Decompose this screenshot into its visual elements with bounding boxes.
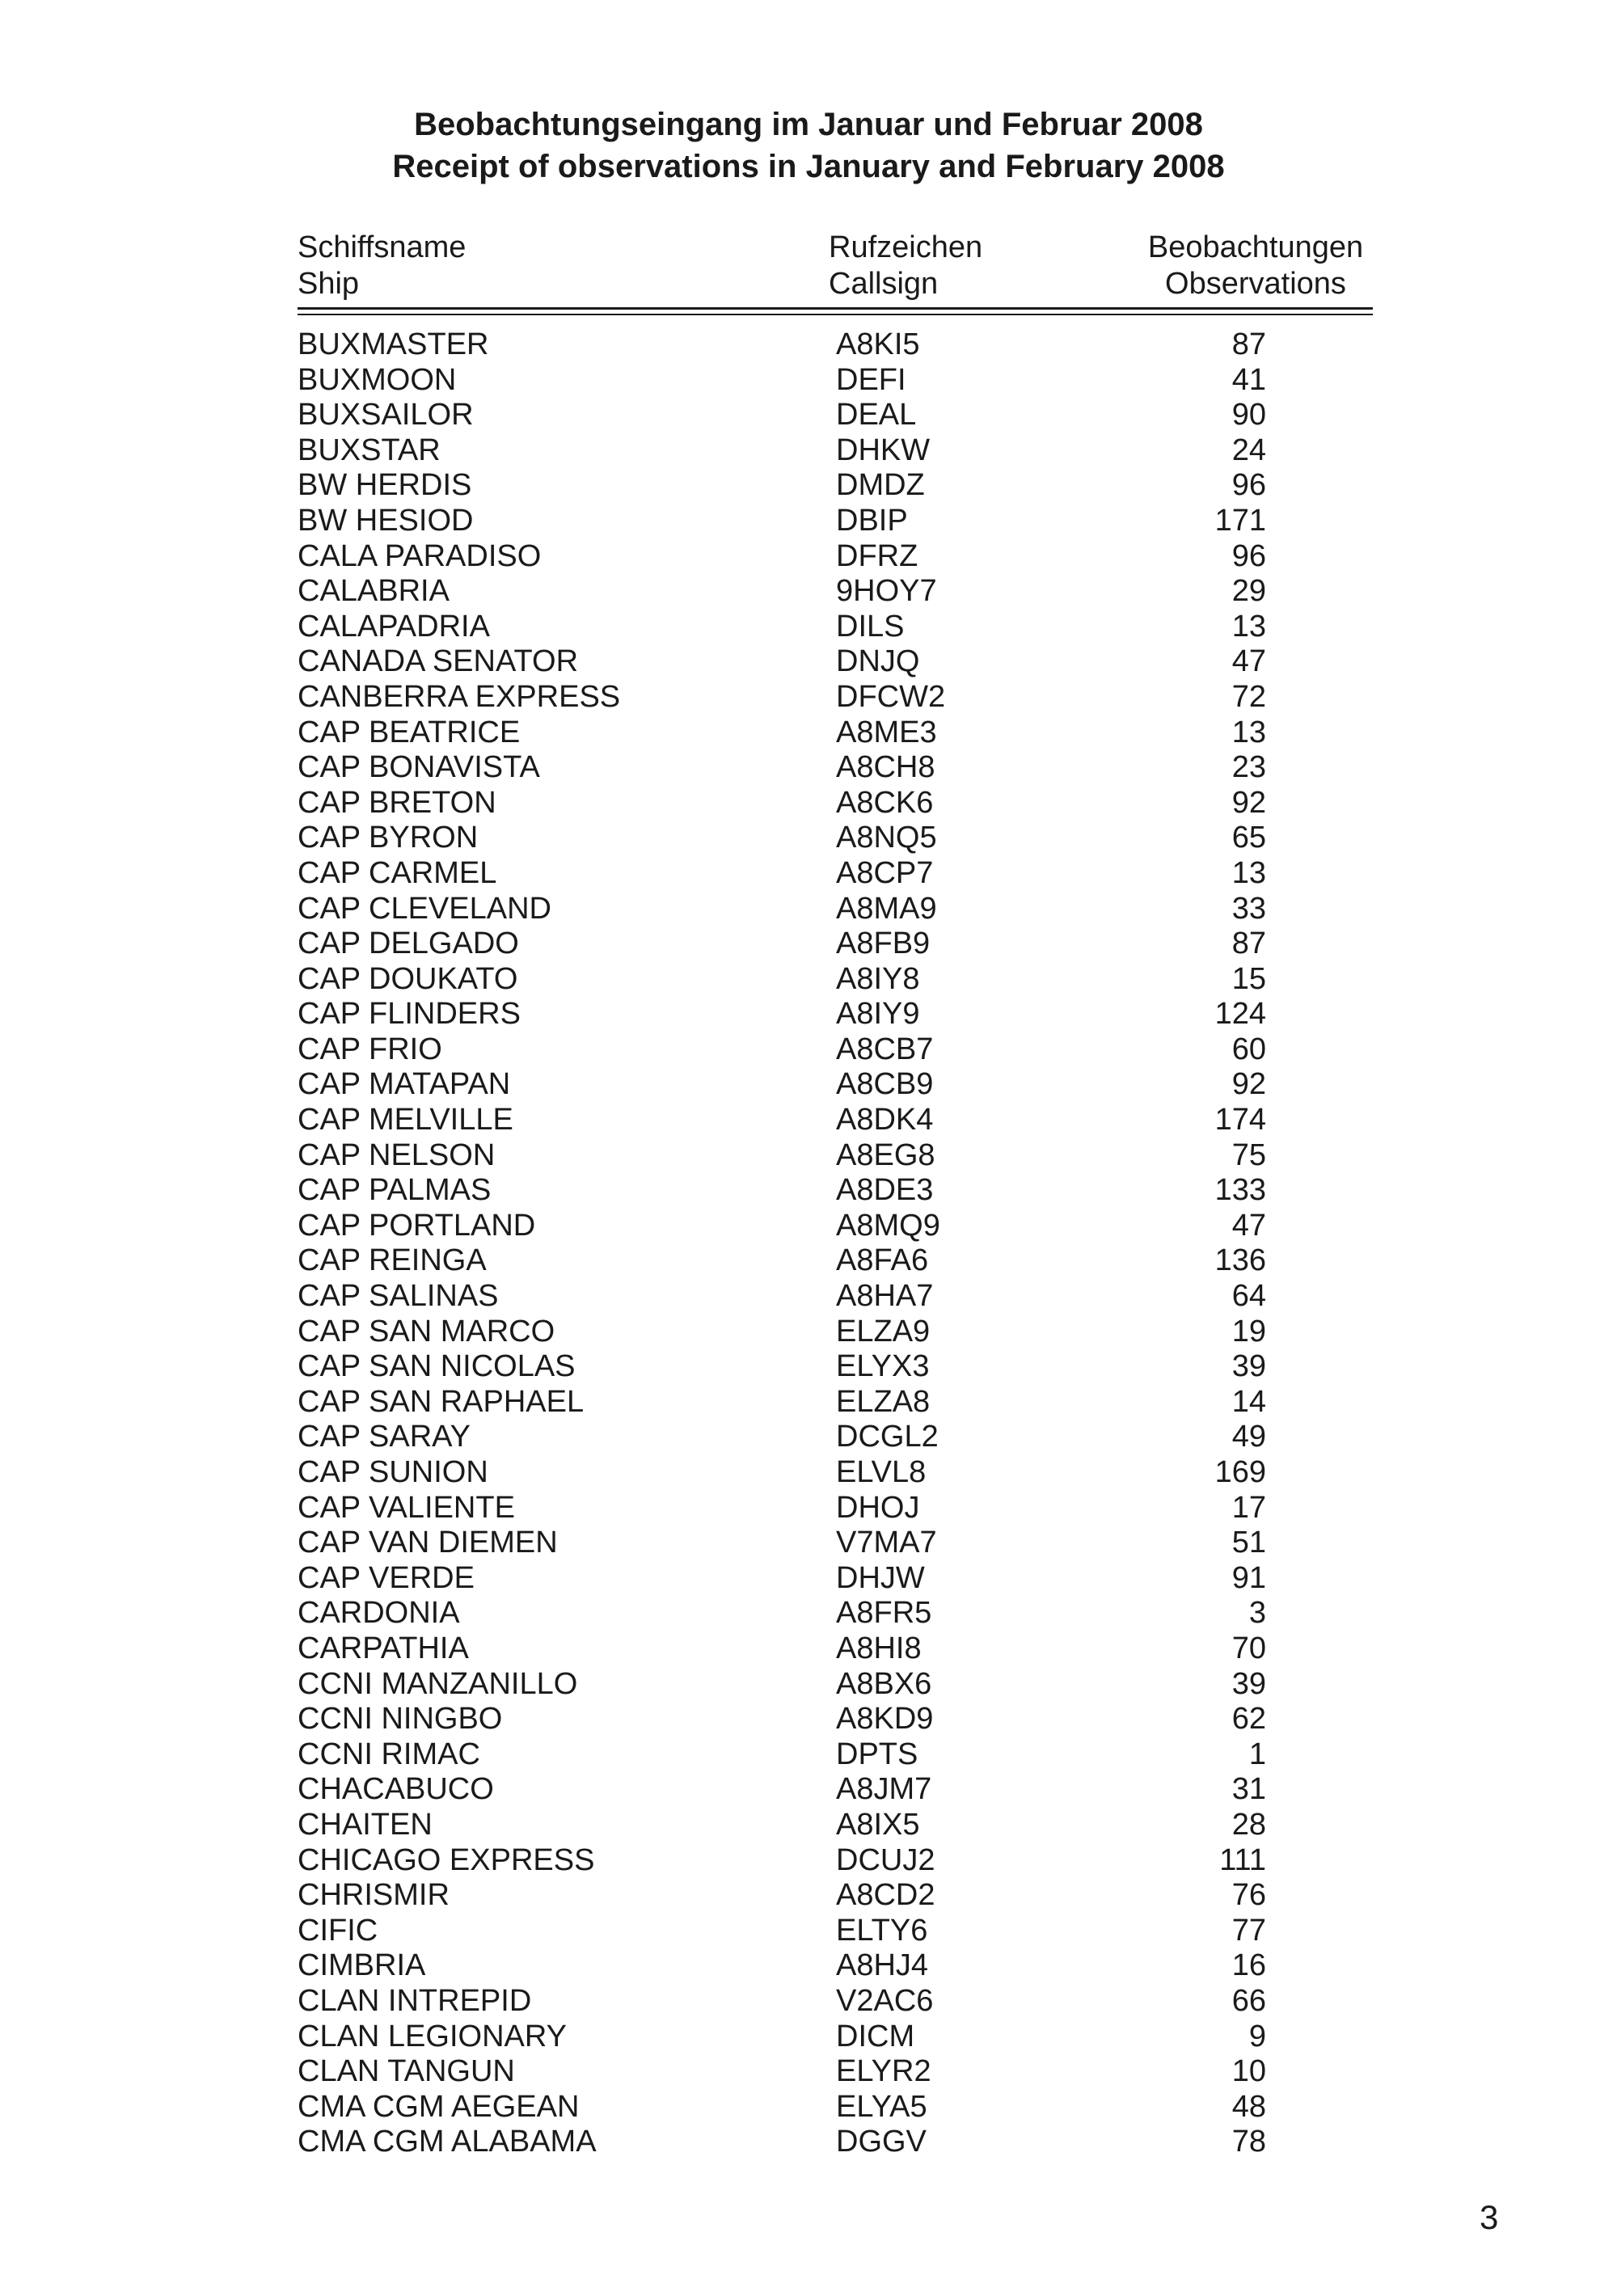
table-row (298, 2020, 1373, 2055)
callsign-cell: DFRZ (836, 538, 918, 573)
table-row (298, 1948, 1373, 1984)
table-row (298, 1491, 1373, 1526)
callsign-cell: A8BX6 (836, 1666, 932, 1701)
table-row (298, 1420, 1373, 1455)
ship-name-cell: CALAPADRIA (298, 609, 490, 644)
callsign-cell: ELZA8 (836, 1384, 931, 1419)
table-row (298, 1808, 1373, 1843)
callsign-cell: A8CB7 (836, 1032, 934, 1066)
header-divider-top (298, 307, 1373, 310)
callsign-cell: ELYX3 (836, 1349, 930, 1384)
table-row (298, 715, 1373, 751)
table-row (298, 610, 1373, 645)
table-row (298, 398, 1373, 433)
callsign-cell: A8NQ5 (836, 821, 937, 855)
callsign-cell: A8CP7 (836, 855, 934, 890)
observations-cell: 48 (1231, 2089, 1266, 2124)
ship-name-cell: CAP PORTLAND (298, 1208, 536, 1243)
table-row (298, 1526, 1373, 1561)
ship-name-cell: CAP NELSON (298, 1137, 496, 1172)
observations-cell: 17 (1231, 1490, 1266, 1525)
column-header-observations-en: Observations (1165, 267, 1346, 301)
table-row (298, 504, 1373, 539)
ship-name-cell: CAP VERDE (298, 1560, 475, 1595)
observations-cell: 70 (1231, 1631, 1266, 1665)
table-row (298, 1596, 1373, 1631)
table-row (298, 1385, 1373, 1420)
observations-cell: 19 (1231, 1314, 1266, 1348)
callsign-cell: A8EG8 (836, 1137, 935, 1172)
ship-name-cell: CAP MATAPAN (298, 1067, 511, 1102)
column-header-callsign (829, 230, 982, 302)
ship-name-cell: CCNI NINGBO (298, 1702, 503, 1737)
ship-name-cell: CAP FLINDERS (298, 997, 521, 1032)
observations-cell: 169 (1214, 1455, 1266, 1489)
table-row (298, 1984, 1373, 2020)
table-row (298, 1103, 1373, 1138)
table-row (298, 1032, 1373, 1068)
observations-cell: 39 (1231, 1349, 1266, 1384)
ship-name-cell: CAP BONAVISTA (298, 750, 540, 785)
observations-cell: 1 (1248, 1737, 1266, 1771)
callsign-cell: A8IY8 (836, 961, 920, 996)
column-header-ship (298, 230, 466, 302)
observations-cell: 13 (1231, 609, 1266, 644)
observations-cell: 14 (1231, 1384, 1266, 1419)
ship-name-cell: CAP REINGA (298, 1243, 487, 1278)
ship-name-cell: CAP MELVILLE (298, 1103, 513, 1137)
observations-cell: 174 (1214, 1103, 1266, 1137)
observations-cell: 15 (1231, 961, 1266, 996)
ship-name-cell: CLAN LEGIONARY (298, 2019, 567, 2053)
ship-name-cell: CMA CGM AEGEAN (298, 2089, 580, 2124)
column-header-callsign-en: Callsign (829, 267, 939, 301)
callsign-cell: DPTS (836, 1737, 918, 1771)
ship-name-cell: BUXMOON (298, 362, 457, 397)
ship-name-cell: CCNI MANZANILLO (298, 1666, 578, 1701)
table-row (298, 856, 1373, 892)
observations-cell: 76 (1231, 1878, 1266, 1913)
callsign-cell: DCGL2 (836, 1420, 939, 1454)
table-row (298, 1667, 1373, 1703)
callsign-cell: A8CD2 (836, 1878, 935, 1913)
observations-cell: 96 (1231, 538, 1266, 573)
table-row (298, 1315, 1373, 1350)
observations-cell: 9 (1248, 2019, 1266, 2053)
table-row (298, 1737, 1373, 1773)
table-row (298, 2125, 1373, 2160)
ship-name-cell: CHACABUCO (298, 1772, 494, 1807)
ship-name-cell: BW HERDIS (298, 468, 472, 503)
callsign-cell: A8MQ9 (836, 1208, 940, 1243)
observations-cell: 78 (1231, 2125, 1266, 2159)
observations-cell: 96 (1231, 468, 1266, 503)
callsign-cell: 9HOY7 (836, 574, 937, 609)
table-row (298, 1914, 1373, 1949)
observations-cell: 13 (1231, 855, 1266, 890)
observations-cell: 51 (1231, 1526, 1266, 1560)
observations-cell: 47 (1231, 1208, 1266, 1243)
callsign-cell: DNJQ (836, 644, 920, 679)
table-row (298, 1843, 1373, 1879)
ship-name-cell: CARPATHIA (298, 1631, 469, 1665)
observations-cell: 3 (1248, 1596, 1266, 1631)
callsign-cell: A8HI8 (836, 1631, 922, 1665)
ship-name-cell: CIMBRIA (298, 1948, 426, 1983)
page-number: 3 (1480, 2198, 1499, 2236)
observations-cell: 16 (1231, 1948, 1266, 1983)
table-row (298, 1349, 1373, 1385)
observations-cell: 66 (1231, 1983, 1266, 2018)
table-row (298, 1209, 1373, 1244)
table-row (298, 574, 1373, 610)
column-header-observations (1138, 230, 1373, 302)
table-row (298, 1702, 1373, 1737)
table-row (298, 786, 1373, 821)
ship-name-cell: CMA CGM ALABAMA (298, 2125, 597, 2159)
table-row (298, 892, 1373, 927)
callsign-cell: A8IY9 (836, 997, 920, 1032)
ship-name-cell: CARDONIA (298, 1596, 460, 1631)
ship-name-cell: CALABRIA (298, 574, 450, 609)
observations-cell: 64 (1231, 1279, 1266, 1314)
callsign-cell: ELTY6 (836, 1913, 928, 1948)
table-row (298, 2090, 1373, 2125)
observations-cell: 92 (1231, 785, 1266, 820)
observations-cell: 90 (1231, 398, 1266, 433)
observations-cell: 171 (1214, 503, 1266, 538)
table-row (298, 327, 1373, 363)
ship-name-cell: CAP SARAY (298, 1420, 471, 1454)
title-english: Receipt of observations in January and February 2008 (392, 149, 1225, 184)
observations-cell: 41 (1231, 362, 1266, 397)
table-row (298, 363, 1373, 399)
callsign-cell: A8MA9 (836, 891, 937, 926)
observations-cell: 60 (1231, 1032, 1266, 1066)
observations-cell: 75 (1231, 1137, 1266, 1172)
ship-name-cell: BW HESIOD (298, 503, 474, 538)
observations-cell: 31 (1231, 1772, 1266, 1807)
callsign-cell: A8DE3 (836, 1173, 934, 1208)
observations-cell: 10 (1231, 2054, 1266, 2089)
callsign-cell: A8DK4 (836, 1103, 934, 1137)
observations-cell: 49 (1231, 1420, 1266, 1454)
ship-name-cell: CLAN INTREPID (298, 1983, 532, 2018)
table-row (298, 750, 1373, 786)
observations-table (298, 327, 1373, 2160)
column-header-ship-de: Schiffsname (298, 230, 467, 264)
table-row (298, 962, 1373, 998)
callsign-cell: DHOJ (836, 1490, 920, 1525)
table-row (298, 2054, 1373, 2090)
table-row (298, 1631, 1373, 1667)
callsign-cell: A8CK6 (836, 785, 934, 820)
callsign-cell: DHJW (836, 1560, 925, 1595)
observations-cell: 72 (1231, 679, 1266, 714)
table-row (298, 997, 1373, 1032)
table-row (298, 1243, 1373, 1279)
callsign-cell: A8HA7 (836, 1279, 934, 1314)
ship-name-cell: CAP SAN NICOLAS (298, 1349, 576, 1384)
observations-cell: 87 (1231, 327, 1266, 361)
observations-cell: 65 (1231, 821, 1266, 855)
callsign-cell: A8CB9 (836, 1067, 934, 1102)
table-row (298, 468, 1373, 504)
callsign-cell: DILS (836, 609, 905, 644)
callsign-cell: ELYR2 (836, 2054, 931, 2089)
observations-cell: 62 (1231, 1702, 1266, 1737)
observations-cell: 13 (1231, 715, 1266, 749)
ship-name-cell: CHICAGO EXPRESS (298, 1842, 595, 1877)
callsign-cell: DGGV (836, 2125, 927, 2159)
ship-name-cell: CHAITEN (298, 1807, 433, 1842)
ship-name-cell: CHRISMIR (298, 1878, 450, 1913)
ship-name-cell: BUXSTAR (298, 433, 441, 467)
column-header-ship-en: Ship (298, 267, 360, 301)
observations-cell: 136 (1214, 1243, 1266, 1278)
callsign-cell: V7MA7 (836, 1526, 937, 1560)
table-row (298, 1138, 1373, 1174)
observations-cell: 23 (1231, 750, 1266, 785)
callsign-cell: V2AC6 (836, 1983, 934, 2018)
observations-cell: 133 (1214, 1173, 1266, 1208)
table-row (298, 1279, 1373, 1315)
observations-cell: 47 (1231, 644, 1266, 679)
ship-name-cell: CAP SAN RAPHAEL (298, 1384, 585, 1419)
ship-name-cell: CAP BRETON (298, 785, 496, 820)
observations-cell: 124 (1214, 997, 1266, 1032)
callsign-cell: A8JM7 (836, 1772, 932, 1807)
table-row (298, 1561, 1373, 1597)
callsign-cell: DEFI (836, 362, 906, 397)
ship-name-cell: CAP SUNION (298, 1455, 488, 1489)
callsign-cell: ELVL8 (836, 1455, 927, 1489)
callsign-cell: A8IX5 (836, 1807, 920, 1842)
ship-name-cell: CALA PARADISO (298, 538, 542, 573)
ship-name-cell: CCNI RIMAC (298, 1737, 480, 1771)
observations-cell: 77 (1231, 1913, 1266, 1948)
table-row (298, 821, 1373, 856)
page-title (0, 103, 1617, 188)
table-row (298, 539, 1373, 575)
table-row (298, 1455, 1373, 1491)
ship-name-cell: CAP FRIO (298, 1032, 442, 1066)
ship-name-cell: BUXSAILOR (298, 398, 474, 433)
callsign-cell: DEAL (836, 398, 917, 433)
observations-cell: 91 (1231, 1560, 1266, 1595)
table-row (298, 1067, 1373, 1103)
callsign-cell: DFCW2 (836, 679, 946, 714)
observations-cell: 24 (1231, 433, 1266, 467)
ship-name-cell: CAP BYRON (298, 821, 479, 855)
callsign-cell: A8KD9 (836, 1702, 934, 1737)
callsign-cell: DICM (836, 2019, 915, 2053)
callsign-cell: A8KI5 (836, 327, 920, 361)
table-row (298, 1772, 1373, 1808)
ship-name-cell: CAP VAN DIEMEN (298, 1526, 558, 1560)
callsign-cell: A8ME3 (836, 715, 937, 749)
table-row (298, 644, 1373, 680)
table-row (298, 1173, 1373, 1209)
title-german: Beobachtungseingang im Januar und Februar 2008 (414, 107, 1203, 142)
callsign-cell: DBIP (836, 503, 908, 538)
table-row (298, 680, 1373, 715)
ship-name-cell: CAP SALINAS (298, 1279, 499, 1314)
header-divider-bottom (298, 314, 1373, 315)
callsign-cell: DHKW (836, 433, 931, 467)
observations-cell: 28 (1231, 1807, 1266, 1842)
table-row (298, 1878, 1373, 1914)
callsign-cell: A8HJ4 (836, 1948, 929, 1983)
callsign-cell: A8FA6 (836, 1243, 929, 1278)
ship-name-cell: CAP CARMEL (298, 855, 497, 890)
ship-name-cell: CANADA SENATOR (298, 644, 579, 679)
observations-cell: 33 (1231, 891, 1266, 926)
table-row (298, 926, 1373, 962)
ship-name-cell: CIFIC (298, 1913, 378, 1948)
ship-name-cell: CAP DOUKATO (298, 961, 518, 996)
observations-cell: 92 (1231, 1067, 1266, 1102)
ship-name-cell: CLAN TANGUN (298, 2054, 515, 2089)
ship-name-cell: CAP SAN MARCO (298, 1314, 555, 1348)
table-header (298, 230, 1373, 315)
ship-name-cell: CANBERRA EXPRESS (298, 679, 621, 714)
ship-name-cell: CAP PALMAS (298, 1173, 492, 1208)
column-header-callsign-de: Rufzeichen (829, 230, 983, 264)
ship-name-cell: CAP CLEVELAND (298, 891, 551, 926)
callsign-cell: A8FB9 (836, 926, 931, 961)
column-header-observations-de: Beobachtungen (1147, 230, 1364, 264)
ship-name-cell: CAP DELGADO (298, 926, 519, 961)
callsign-cell: A8FR5 (836, 1596, 932, 1631)
callsign-cell: ELYA5 (836, 2089, 927, 2124)
ship-name-cell: CAP BEATRICE (298, 715, 521, 749)
table-row (298, 433, 1373, 469)
observations-cell: 29 (1231, 574, 1266, 609)
callsign-cell: A8CH8 (836, 750, 935, 785)
observations-cell: 111 (1219, 1842, 1266, 1877)
callsign-cell: DMDZ (836, 468, 925, 503)
ship-name-cell: CAP VALIENTE (298, 1490, 515, 1525)
ship-name-cell: BUXMASTER (298, 327, 489, 361)
observations-cell: 87 (1231, 926, 1266, 961)
callsign-cell: DCUJ2 (836, 1842, 935, 1877)
callsign-cell: ELZA9 (836, 1314, 931, 1348)
observations-cell: 39 (1231, 1666, 1266, 1701)
